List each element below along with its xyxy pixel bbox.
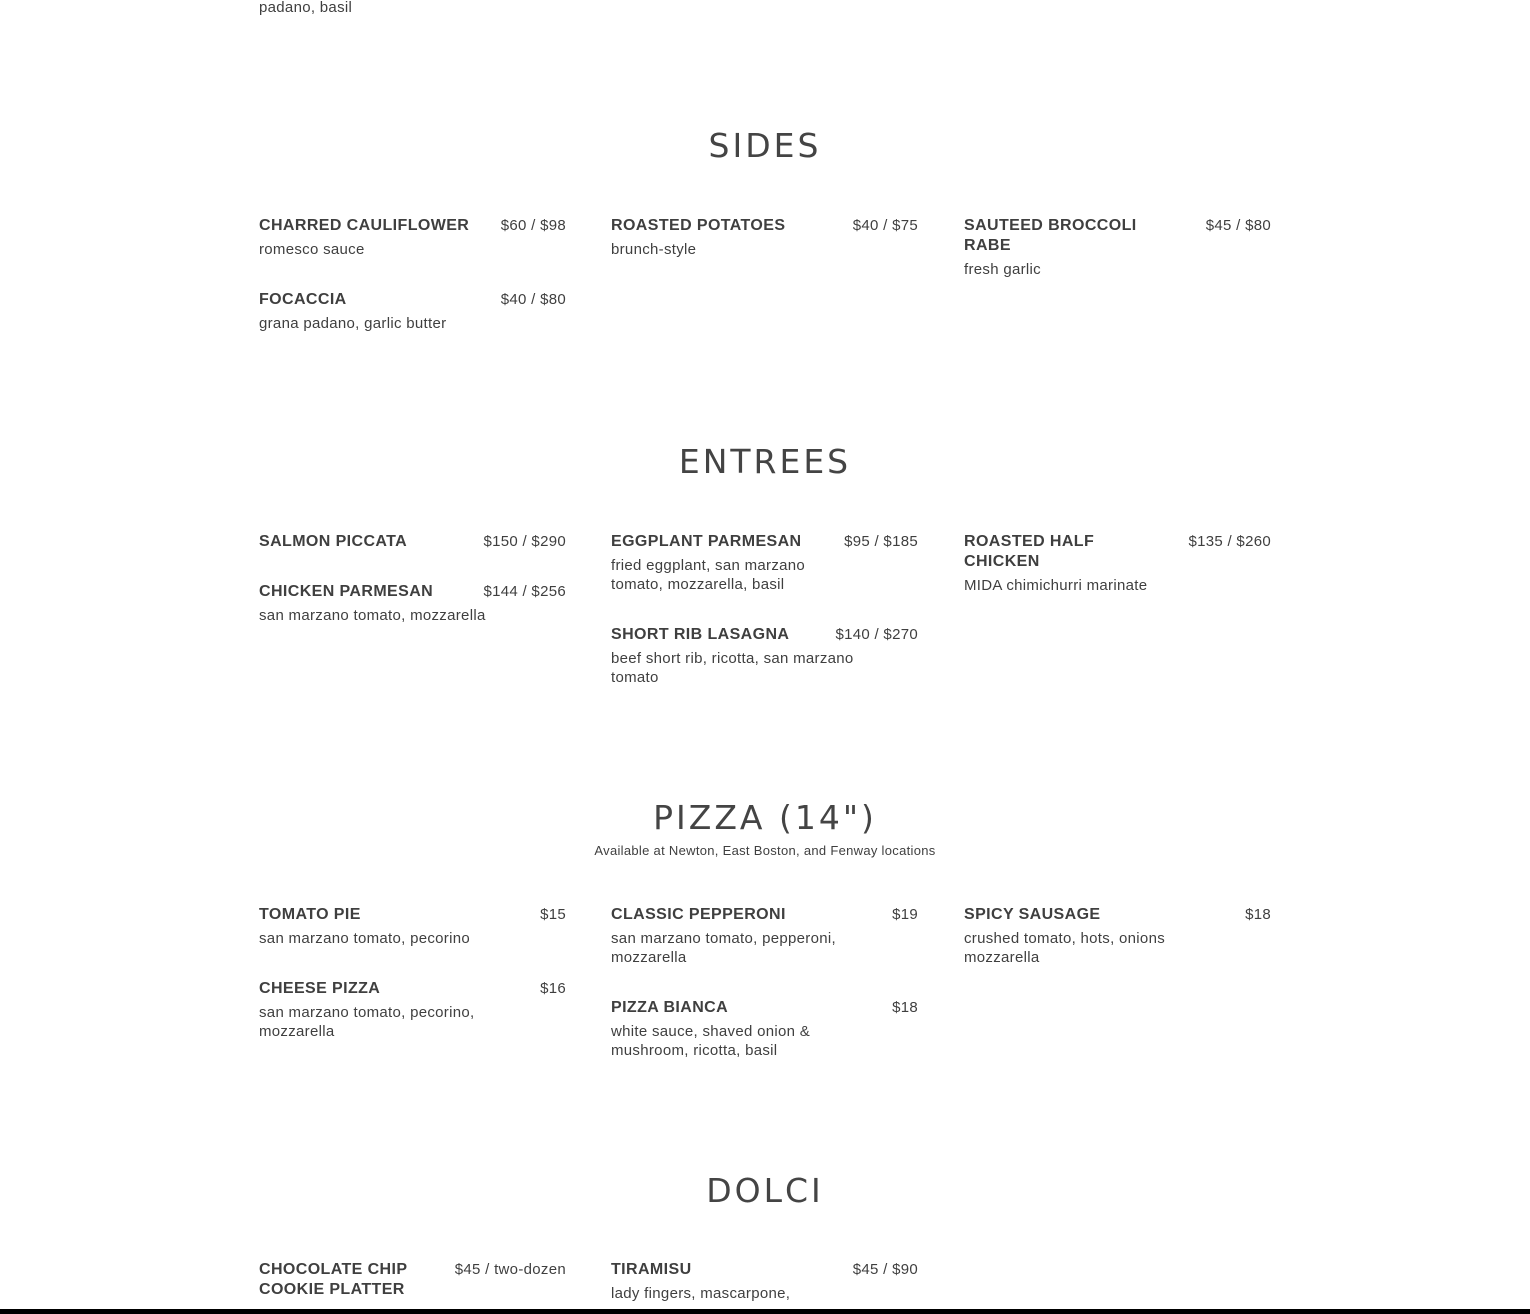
menu-column-middle	[611, 905, 918, 1060]
item-price: $150 / $290	[483, 533, 566, 550]
item-price: $45 / $80	[1205, 217, 1271, 234]
menu-item	[259, 216, 566, 259]
menu-column-middle	[611, 216, 918, 259]
menu-item	[259, 979, 566, 1041]
item-name: CHOCOLATE CHIP COOKIE PLATTER	[259, 1261, 408, 1298]
item-name: CHEESE PIZZA	[259, 980, 381, 997]
menu-column-left	[259, 216, 566, 333]
item-description: lady fingers, mascarpone,	[611, 1285, 791, 1302]
section-subtitle: Available at Newton, East Boston, and Fenway locations	[594, 843, 936, 858]
menu-item	[259, 532, 566, 552]
item-description: beef short rib, ricotta, san marzano tomato	[611, 650, 854, 686]
item-name: EGGPLANT PARMESAN	[611, 533, 802, 550]
item-price: $45 / $90	[852, 1261, 918, 1278]
menu-column-right	[964, 905, 1271, 967]
menu-item	[964, 216, 1271, 279]
section-title-sides: SIDES	[708, 126, 822, 165]
item-name: ROASTED HALF CHICKEN	[964, 533, 1095, 570]
menu-item	[611, 625, 918, 687]
item-description: san marzano tomato, mozzarella	[259, 607, 486, 624]
item-name: CHARRED CAULIFLOWER	[259, 217, 470, 234]
item-description: grana padano, garlic butter	[259, 315, 447, 332]
menu-column-middle	[611, 1260, 918, 1303]
item-description: san marzano tomato, pepperoni, mozzarella	[611, 930, 836, 966]
menu-item	[611, 905, 918, 967]
item-name: SAUTEED BROCCOLI RABE	[964, 217, 1137, 254]
menu-item	[964, 532, 1271, 595]
item-price: $16	[540, 980, 566, 997]
item-name: SPICY SAUSAGE	[964, 906, 1101, 923]
menu-item	[259, 290, 566, 333]
item-description: san marzano tomato, pecorino, mozzarella	[259, 1004, 475, 1040]
item-description: padano, basil	[259, 0, 353, 16]
item-name: TIRAMISU	[611, 1261, 692, 1278]
item-name: ROASTED POTATOES	[611, 217, 786, 234]
menu-column-left	[259, 905, 566, 1041]
item-name: TOMATO PIE	[259, 906, 361, 923]
menu-item	[611, 216, 918, 259]
item-name: SALMON PICCATA	[259, 533, 408, 550]
item-description: MIDA chimichurri marinate	[964, 577, 1148, 594]
item-price: $15	[540, 906, 566, 923]
bottom-edge-bar	[0, 1309, 1530, 1314]
item-name: FOCACCIA	[259, 291, 347, 308]
section-title-dolci: DOLCI	[706, 1171, 824, 1210]
menu-column-right	[964, 532, 1271, 595]
menu-column-right	[964, 216, 1271, 279]
item-price: $144 / $256	[483, 583, 566, 600]
item-name: CLASSIC PEPPERONI	[611, 906, 786, 923]
item-description: fried eggplant, san marzano tomato, mozzarella, basil	[611, 557, 806, 593]
item-price: $18	[892, 999, 918, 1016]
menu-item	[611, 1260, 918, 1303]
menu-column-middle	[611, 532, 918, 687]
item-description: fresh garlic	[964, 261, 1041, 278]
item-price: $95 / $185	[844, 533, 918, 550]
item-name: SHORT RIB LASAGNA	[611, 626, 790, 643]
item-name: PIZZA BIANCA	[611, 999, 729, 1016]
item-price: $40 / $75	[852, 217, 918, 234]
item-price: $40 / $80	[500, 291, 566, 308]
item-price: $60 / $98	[500, 217, 566, 234]
item-name: CHICKEN PARMESAN	[259, 583, 434, 600]
section-title-pizza: PIZZA (14")	[653, 798, 877, 837]
item-description: crushed tomato, hots, onions mozzarella	[964, 930, 1166, 966]
menu-item	[964, 905, 1271, 967]
item-price: $18	[1245, 906, 1271, 923]
menu-column-left	[259, 1260, 566, 1300]
menu-item	[259, 582, 566, 625]
menu-item	[259, 1260, 566, 1300]
item-description: romesco sauce	[259, 241, 365, 258]
item-description: white sauce, shaved onion & mushroom, ricotta, basil	[611, 1023, 811, 1059]
menu-item	[611, 998, 918, 1060]
menu-item	[259, 905, 566, 948]
section-title-entrees: ENTREES	[678, 442, 852, 481]
item-price: $19	[892, 906, 918, 923]
item-price: $45 / two-dozen	[454, 1261, 566, 1278]
item-price: $140 / $270	[835, 626, 918, 643]
menu-column-left	[259, 532, 566, 625]
menu-item	[611, 532, 918, 594]
item-description: brunch-style	[611, 241, 697, 258]
item-price: $135 / $260	[1188, 533, 1271, 550]
item-description: san marzano tomato, pecorino	[259, 930, 471, 947]
